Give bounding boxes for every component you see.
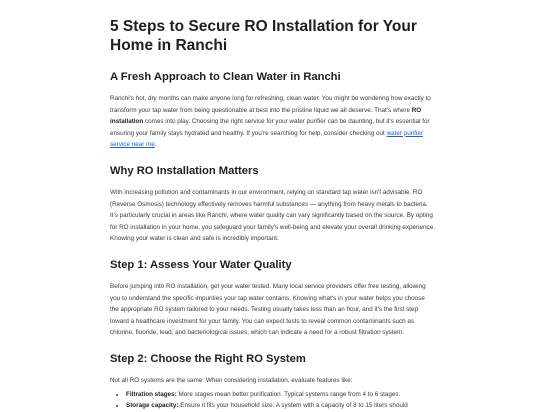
section-heading-step-1: Step 1: Assess Your Water Quality xyxy=(110,258,292,271)
section-paragraph-fresh-approach xyxy=(110,93,435,151)
paragraph-text: . xyxy=(154,141,157,149)
paragraph-text: comes into play. Choosing the right service for your water purifier can be daunting, but it's essential for ensuring your family stays hydrated and healthy. If you're searching for help, consider checking out xyxy=(110,118,430,137)
section-paragraph-why-ro: With increasing pollution and contaminants in our environment, relying on standard tap water isn't advisable. RO (Reverse Osmosis) technology effectively removes harmful substances — anything from heavy metals to bacteria. It's particularly crucial in areas like Ranchi, where water quality can vary significantly based on the source. By opting for RO installation in your home, you safeguard your family's well-being and elevate your overall drinking experience. Knowing your water is clean and safe is incredibly important. xyxy=(110,188,435,243)
list-item xyxy=(126,389,435,401)
feature-list xyxy=(110,389,435,412)
list-item xyxy=(126,400,435,412)
section-paragraph-step-2: Not all RO systems are the same. When considering installation, evaluate features like: xyxy=(110,376,353,384)
list-item-text: More stages mean better purification. Typical systems range from 4 to 6 stages. xyxy=(176,390,401,398)
section-heading-step-2: Step 2: Choose the Right RO System xyxy=(110,352,306,365)
list-item-label: Storage capacity: xyxy=(126,402,179,410)
list-item-label: Filtration stages: xyxy=(126,390,177,398)
section-heading-why-ro: Why RO Installation Matters xyxy=(110,164,259,177)
water-purifier-service-link[interactable]: water purifier service near me xyxy=(110,129,423,149)
section-heading-fresh-approach: A Fresh Approach to Clean Water in Ranchi xyxy=(110,71,341,83)
list-item-text: Ensure it fits your household size. A system with a capacity of 8 to 15 liters should xyxy=(178,402,408,410)
ro-installation-emphasis: RO installation xyxy=(110,106,422,126)
article xyxy=(110,0,435,412)
paragraph-text: Ranchi's hot, dry months can make anyone long for refreshing, clean water. You might be wondering how exactly to transform your tap water from being questionable at best into the pristine liquid we all deserve. That's where xyxy=(110,95,431,114)
section-paragraph-step-1: Before jumping into RO installation, get your water tested. Many local service providers offer free testing, allowing you to understand the specific impurities your tap water contains. Knowing what's in your water helps you choose the appropriate RO system tailored to your needs. Testing usually takes less than an hour, and it's the first step toward a healthcare investment for your family. You can expect tests to reveal common contaminants such as chlorine, fluoride, lead, and bacteriological issues, which can indicate a need for a robust filtration system. xyxy=(110,282,426,337)
article-title: 5 Steps to Secure RO Installation for Your Home in Ranchi xyxy=(110,18,417,54)
